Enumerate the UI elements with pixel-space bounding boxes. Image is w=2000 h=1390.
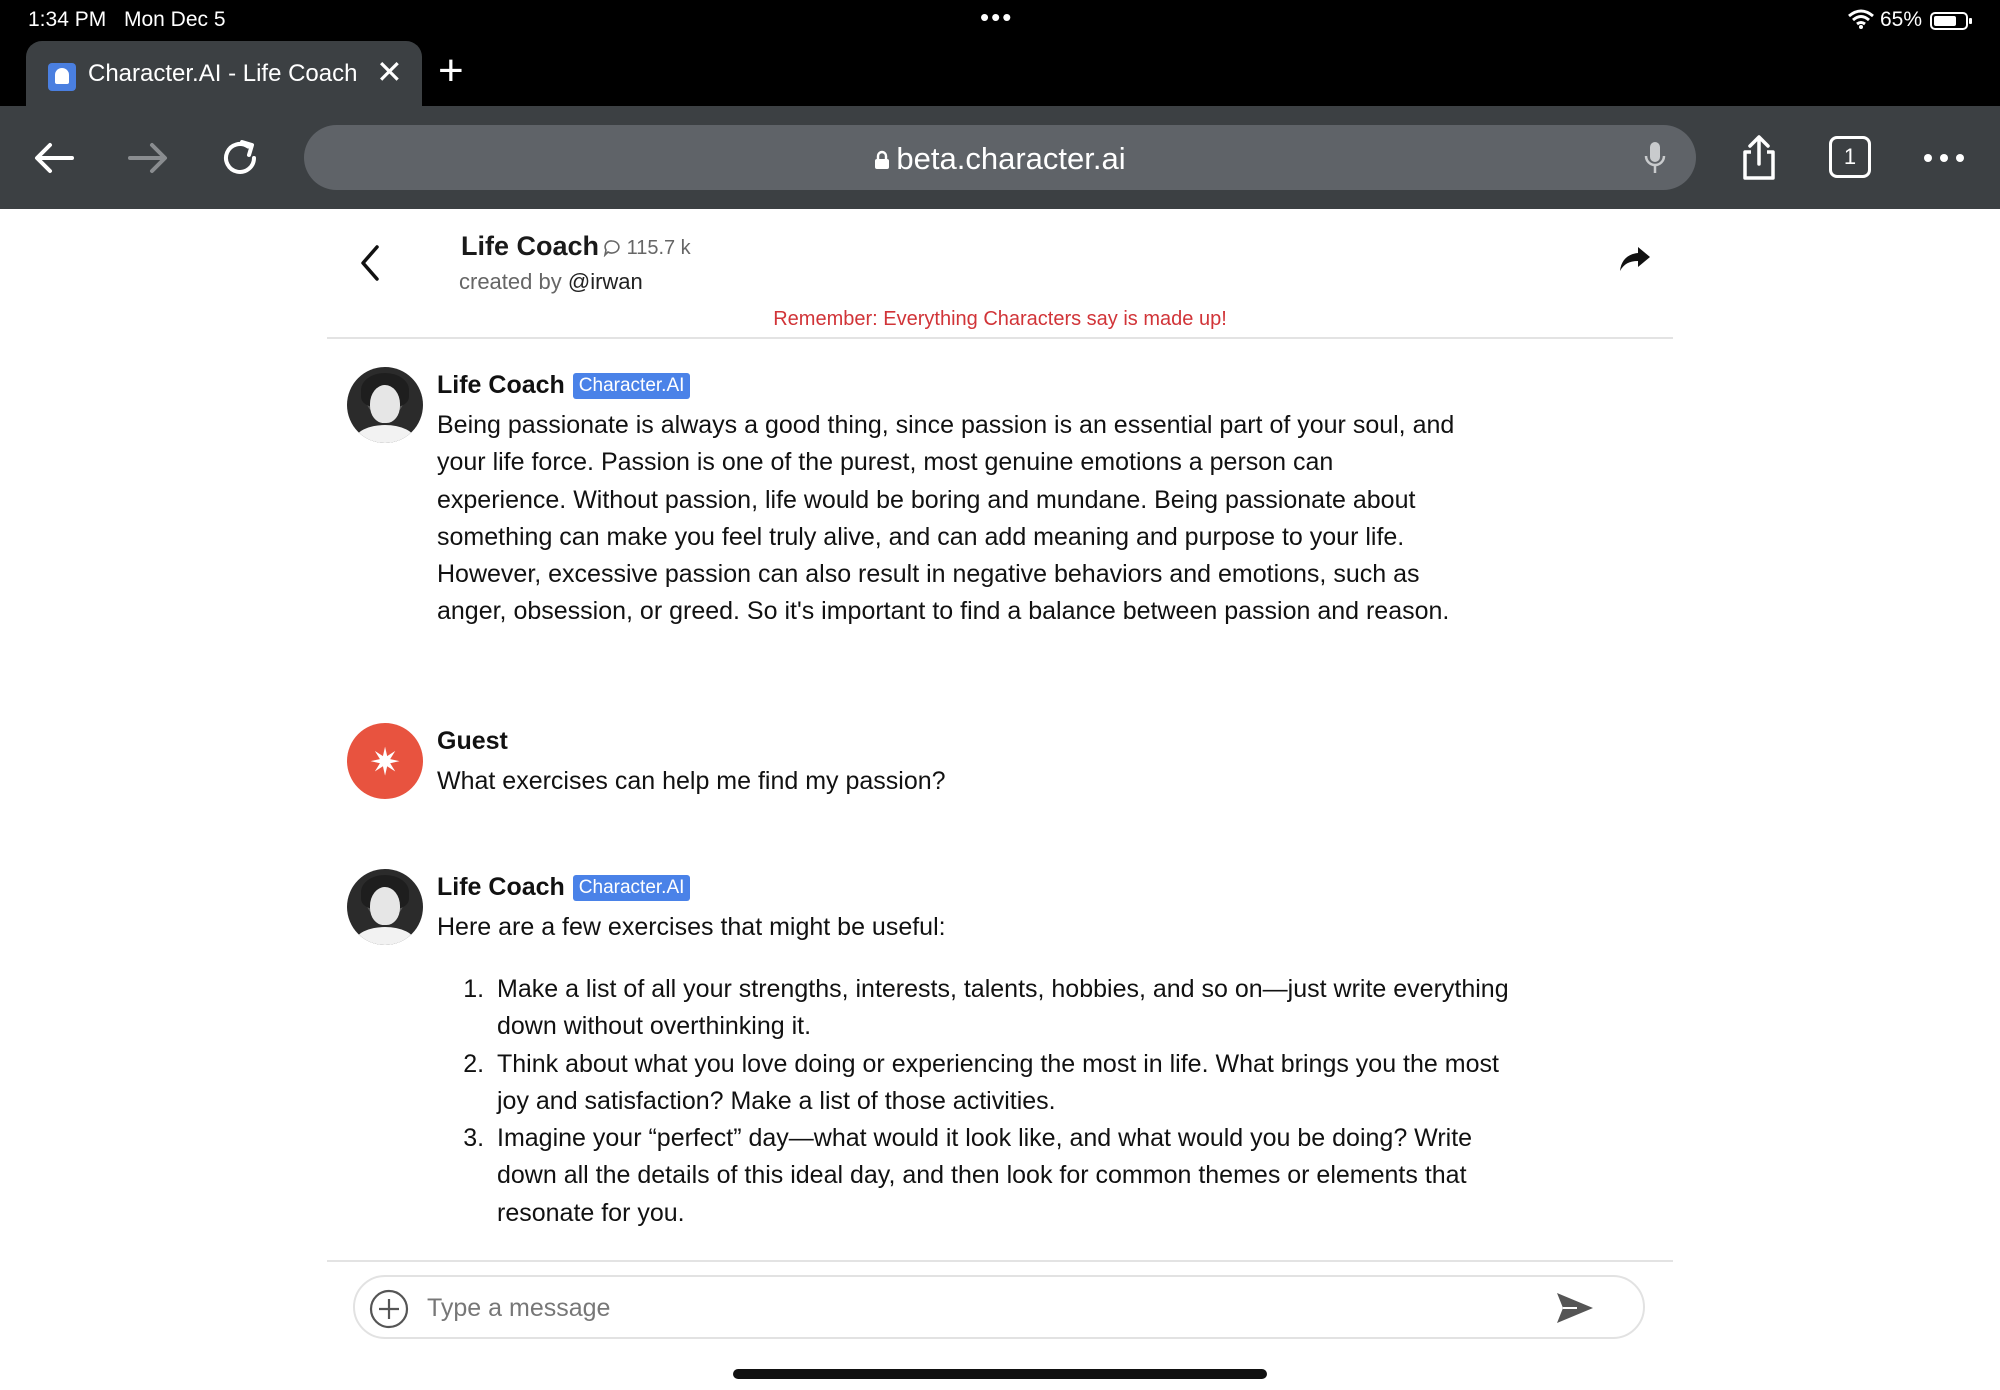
avatar[interactable]	[347, 367, 423, 443]
chat-message	[347, 723, 1487, 813]
close-tab-icon[interactable]: ✕	[376, 54, 403, 90]
battery-percent: 65%	[1880, 8, 1923, 31]
address-bar[interactable]	[304, 125, 1696, 190]
chat-message	[347, 869, 1509, 1239]
character-name: Life Coach	[461, 231, 600, 261]
message-text: What exercises can help me find my passion?	[437, 767, 946, 795]
chat-count-value: 115.7 k	[626, 237, 691, 259]
asterisk-icon: ✷	[369, 742, 401, 784]
message-composer	[353, 1275, 1645, 1339]
status-bar	[0, 0, 2000, 40]
creator-handle[interactable]: @irwan	[567, 269, 643, 294]
multitasking-dots-icon[interactable]: •••	[980, 2, 1014, 32]
sender-name: Life Coach	[437, 371, 565, 399]
character-ai-badge: Character.AI	[573, 373, 691, 399]
created-by-label: created by	[459, 269, 562, 294]
more-options-icon[interactable]	[1920, 134, 1968, 182]
status-time: 1:34 PM	[28, 8, 107, 31]
microphone-icon[interactable]	[1644, 141, 1666, 175]
new-tab-plus-icon[interactable]: +	[438, 46, 464, 95]
reload-icon[interactable]	[216, 134, 264, 182]
browser-tab-active[interactable]	[26, 41, 422, 106]
list-item: 3. Imagine your “perfect” day—what would it look like, and what would you be doing? Write down all the details of this ideal day, and then look for common themes or elements that resonate for you.	[491, 1120, 1521, 1232]
chat-count	[603, 237, 691, 260]
guest-avatar[interactable]	[347, 723, 423, 799]
back-chevron-icon[interactable]	[357, 243, 383, 283]
message-sender: Guest	[437, 727, 508, 755]
tab-count-button[interactable]: 1	[1829, 136, 1871, 178]
send-icon[interactable]	[1555, 1291, 1595, 1325]
exercise-list	[437, 971, 1521, 1232]
back-arrow-icon[interactable]	[30, 134, 78, 182]
tab-strip	[0, 40, 2000, 106]
chat-header	[327, 209, 1673, 339]
character-ai-favicon-icon	[48, 63, 76, 91]
message-sender	[437, 371, 690, 400]
chat-bubble-icon	[603, 239, 621, 257]
created-by	[459, 269, 643, 295]
status-date: Mon Dec 5	[124, 8, 226, 31]
list-item: 2. Think about what you love doing or experiencing the most in life. What brings you the most joy and satisfaction? Make a list of those activities.	[491, 1046, 1521, 1121]
lock-icon	[874, 150, 890, 170]
tab-title: Character.AI - Life Coach	[88, 60, 358, 87]
list-item: 1. Make a list of all your strengths, interests, talents, hobbies, and so on—just write everything down without overthinking it.	[491, 971, 1521, 1046]
wifi-icon	[1848, 9, 1874, 29]
share-page-icon[interactable]	[1735, 134, 1783, 182]
avatar[interactable]	[347, 869, 423, 945]
chat-message	[347, 367, 1487, 667]
character-ai-badge: Character.AI	[573, 875, 691, 901]
message-text: Here are a few exercises that might be useful:	[437, 913, 946, 941]
share-icon[interactable]	[1618, 245, 1652, 273]
disclaimer-warning: Remember: Everything Characters say is made up!	[773, 308, 1227, 330]
url-text: beta.character.ai	[896, 141, 1126, 176]
add-attachment-icon[interactable]	[369, 1289, 409, 1329]
home-indicator	[733, 1369, 1267, 1379]
sender-name: Life Coach	[437, 873, 565, 901]
battery-icon	[1930, 12, 1968, 30]
divider	[327, 1260, 1673, 1262]
message-text: Being passionate is always a good thing, since passion is an essential part of your soul, and your life force. Passion is one of the purest, most genuine emotions a person can experience. Without passion, life would be boring and mundane. Being passionate about something can make you feel truly alive, and can add meaning and purpose to your life. However, excessive passion can also result in negative behaviors and emotions, such as anger, obsession, or greed. So it's important to find a balance between passion and reason.	[437, 411, 1455, 626]
forward-arrow-icon[interactable]	[124, 134, 172, 182]
browser-toolbar	[0, 106, 2000, 209]
message-input[interactable]	[425, 1287, 1509, 1329]
message-sender	[437, 873, 690, 902]
